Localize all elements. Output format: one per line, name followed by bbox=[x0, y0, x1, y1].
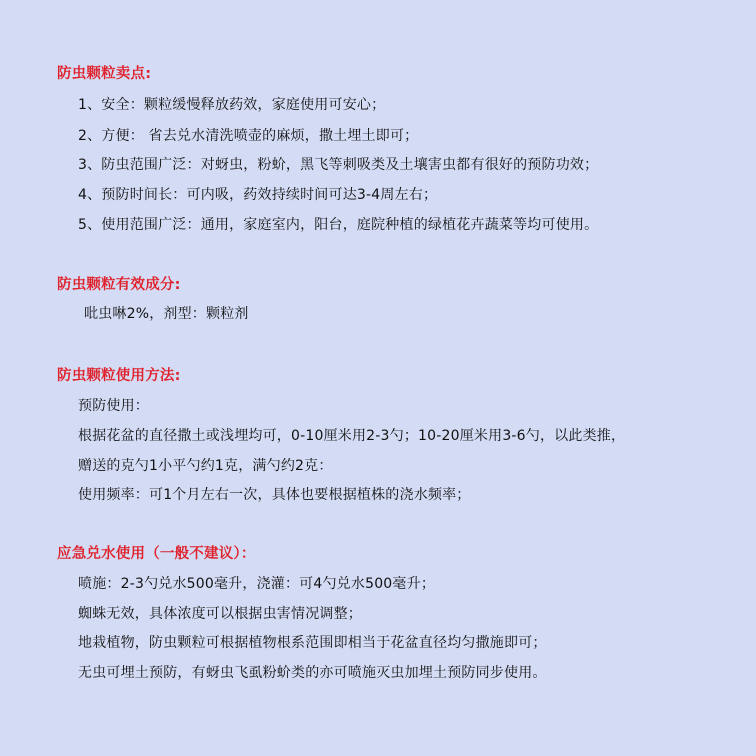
list-item: 使用频率：可1个月左右一次，具体也要根据植株的浇水频率； bbox=[78, 487, 471, 503]
list-item: 赠送的克勺1小平勺约1克，满勺约2克： bbox=[78, 458, 333, 474]
list-item: 2、方便： 省去兑水清洗喷壶的麻烦，撒土埋土即可； bbox=[78, 128, 419, 144]
section-heading-selling-points: 防虫颗粒卖点: bbox=[57, 66, 152, 82]
list-item: 蜘蛛无效，具体浓度可以根据虫害情况调整； bbox=[78, 606, 362, 622]
list-item: 预防使用： bbox=[78, 398, 149, 414]
section-heading-active-ingredient: 防虫颗粒有效成分: bbox=[57, 277, 181, 293]
section-heading-usage-method: 防虫颗粒使用方法: bbox=[57, 368, 181, 384]
list-item: 3、防虫范围广泛：对蚜虫，粉蚧，黑飞等刺吸类及土壤害虫都有很好的预防功效； bbox=[78, 157, 599, 173]
list-item: 4、预防时间长：可内吸，药效持续时间可达3-4周左右； bbox=[78, 187, 438, 203]
list-item: 地栽植物，防虫颗粒可根据植物根系范围即相当于花盆直径均匀撒施即可； bbox=[78, 635, 547, 651]
list-item: 喷施：2-3勺兑水500毫升，浇灌：可4勺兑水500毫升； bbox=[78, 576, 436, 592]
list-item: 根据花盆的直径撒土或浅埋均可，0-10厘米用2-3勺；10-20厘米用3-6勺，以此类推， bbox=[78, 428, 626, 444]
section-heading-emergency-use: 应急兑水使用（一般不建议）： bbox=[57, 546, 256, 562]
list-item: 1、安全：颗粒缓慢释放药效，家庭使用可安心； bbox=[78, 97, 386, 113]
list-item: 5、使用范围广泛：通用，家庭室内，阳台，庭院种植的绿植花卉蔬菜等均可使用。 bbox=[78, 217, 599, 233]
list-item: 吡虫啉2%，剂型：颗粒剂 bbox=[84, 306, 249, 322]
list-item: 无虫可埋土预防，有蚜虫飞虱粉蚧类的亦可喷施灭虫加埋土预防同步使用。 bbox=[78, 665, 547, 681]
